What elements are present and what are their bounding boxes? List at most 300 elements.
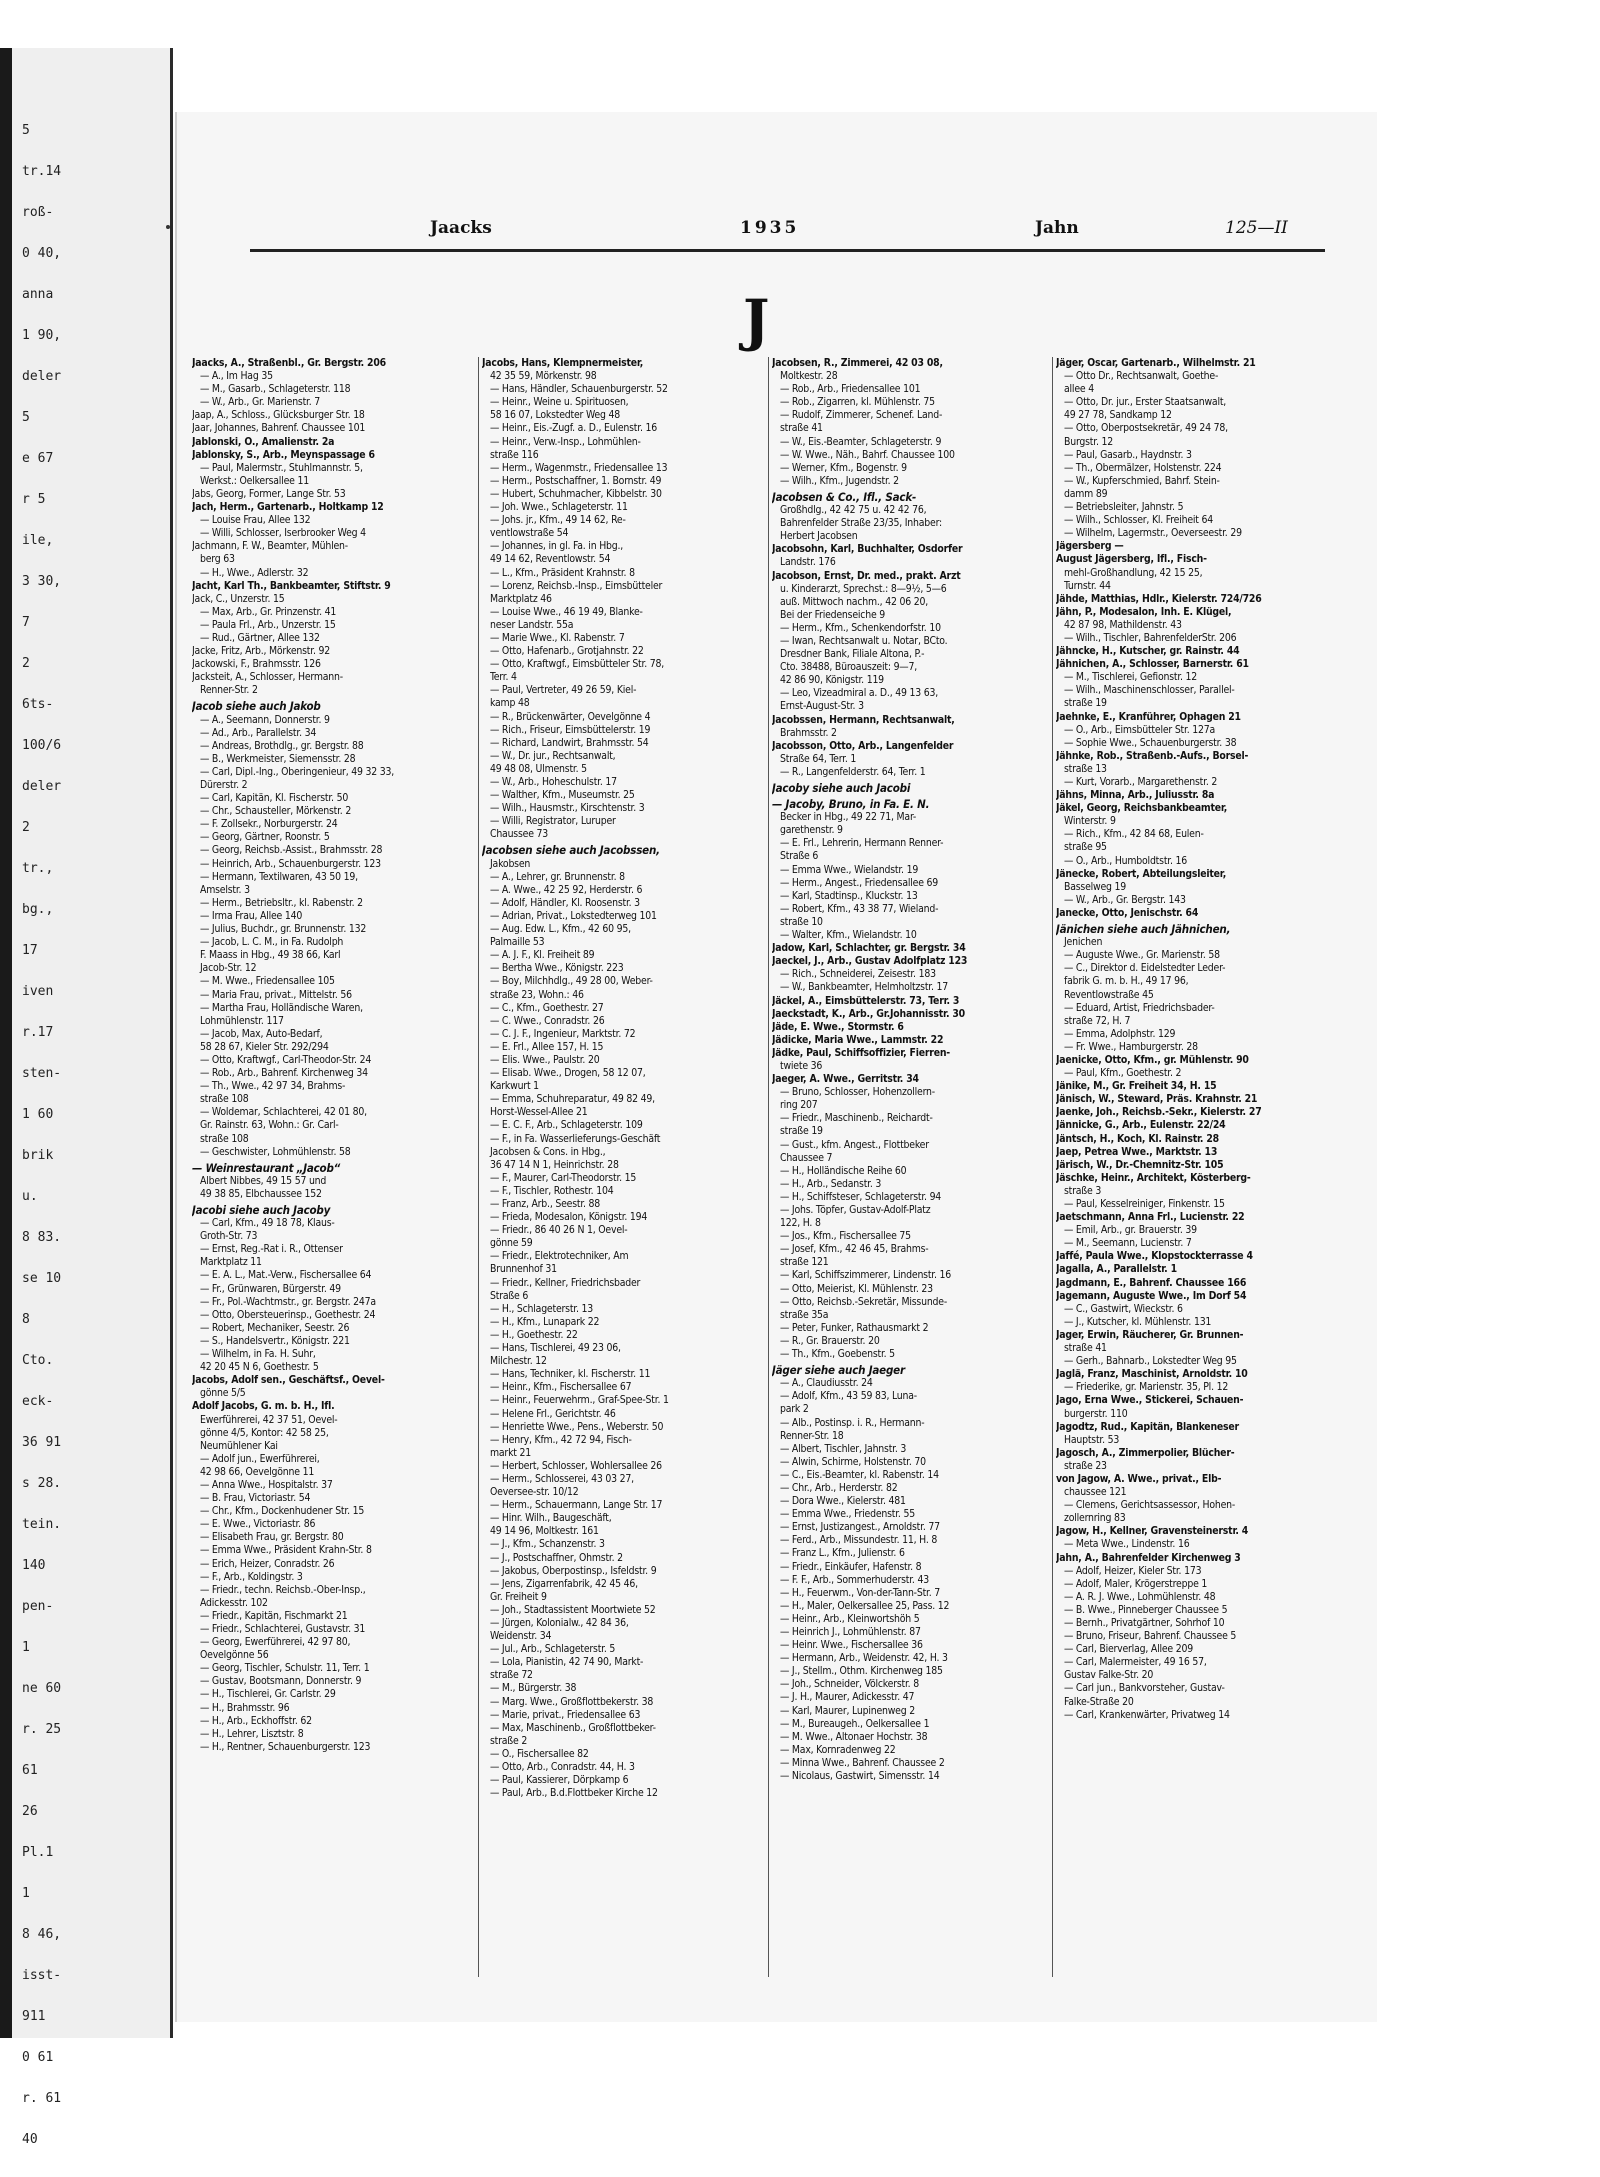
directory-entry: — B. Wwe., Pinneberger Chaussee 5 (1064, 1603, 1228, 1616)
directory-entry: — C., Gastwirt, Wieckstr. 6 (1064, 1302, 1183, 1315)
gutter-fragment: tr., (22, 861, 54, 876)
directory-entry: — Herm., Wagenmstr., Friedensallee 13 (490, 461, 668, 474)
directory-entry: Jaenke, Joh., Reichsb.-Sekr., Kielerstr. 27 (1056, 1106, 1262, 1119)
directory-entry: Jacksteit, A., Schlosser, Hermann- (192, 671, 343, 684)
directory-entry: Palmaille 53 (490, 936, 545, 949)
directory-entry: — H., Arb., Eckhoffstr. 62 (200, 1714, 312, 1727)
directory-entry: — Clemens, Gerichtsassessor, Hohen- (1064, 1499, 1236, 1512)
directory-entry: zollernring 83 (1064, 1512, 1126, 1525)
gutter-fragment: 0 40, (22, 246, 62, 261)
directory-entry: Jakobsen (490, 857, 531, 870)
header-rule (250, 249, 1325, 252)
directory-entry: 49 27 78, Sandkamp 12 (1064, 409, 1172, 422)
directory-entry: Jagalla, A., Parallelstr. 1 (1056, 1263, 1177, 1276)
directory-entry: Hauptstr. 53 (1064, 1433, 1120, 1446)
directory-entry: — H., Feuerwm., Von-der-Tann-Str. 7 (780, 1586, 941, 1599)
directory-entry: — Iwan, Rechtsanwalt u. Notar, BCto. (780, 634, 948, 647)
directory-entry: Straße 6 (490, 1289, 529, 1302)
directory-entry: markt 21 (490, 1446, 532, 1459)
directory-entry: — J., Kfm., Schanzenstr. 3 (490, 1538, 605, 1551)
directory-entry: 58 28 67, Kieler Str. 292/294 (200, 1040, 329, 1053)
directory-entry: — L., Kfm., Präsident Krahnstr. 8 (490, 566, 635, 579)
directory-entry: Jäschke, Heinr., Architekt, Kösterberg- (1056, 1171, 1251, 1184)
directory-entry: mehl-Großhandlung, 42 15 25, (1064, 566, 1203, 579)
directory-entry: straße 35a (780, 1308, 829, 1321)
directory-entry: — Hans, Tischlerei, 49 23 06, (490, 1342, 621, 1355)
page-header (255, 210, 1320, 246)
directory-entry: Jaffé, Paula Wwe., Klopstockterrasse 4 (1056, 1250, 1253, 1263)
gutter-fragment: Pl.1 (22, 1845, 54, 1860)
directory-entry: straße 2 (490, 1734, 528, 1747)
directory-entry: — Emma, Schuhreparatur, 49 82 49, (490, 1093, 655, 1106)
directory-entry: burgerstr. 110 (1064, 1407, 1128, 1420)
directory-entry: — Hinr. Wilh., Baugeschäft, (490, 1512, 612, 1525)
directory-entry: — E. A. L., Mat.-Verw., Fischersallee 64 (200, 1269, 372, 1282)
directory-entry: — W., Kupferschmied, Bahrf. Stein- (1064, 474, 1220, 487)
directory-entry: 42 20 45 N 6, Goethestr. 5 (200, 1361, 319, 1374)
directory-entry: — J., Stellm., Othm. Kirchenweg 185 (780, 1665, 943, 1678)
directory-entry: Marktplatz 46 (490, 592, 552, 605)
directory-entry: — Ad., Arb., Parallelstr. 34 (200, 726, 317, 739)
directory-entry: — M., Tischlerei, Gefionstr. 12 (1064, 671, 1198, 684)
directory-entry: — Th., Kfm., Goebenstr. 5 (780, 1348, 895, 1361)
directory-entry: — Carl, Kapitän, Kl. Fischerstr. 50 (200, 792, 349, 805)
directory-entry: — S., Handelsvertr., Königstr. 221 (200, 1334, 350, 1347)
directory-entry: Brunnenhof 31 (490, 1263, 557, 1276)
directory-entry: — J. H., Maurer, Adickesstr. 47 (780, 1691, 915, 1704)
directory-entry: — W., Arb., Hoheschulstr. 17 (490, 776, 617, 788)
directory-entry: — Fr., Pol.-Wachtmstr., gr. Bergstr. 247a (200, 1295, 376, 1308)
directory-entry: — Chr., Schausteller, Mörkenstr. 2 (200, 805, 352, 818)
directory-entry: — M., Seemann, Lucienstr. 7 (1064, 1237, 1192, 1250)
directory-entry: — Herm., Schlosserei, 43 03 27, (490, 1472, 634, 1485)
directory-entry: — Johs. Töpfer, Gustav-Adolf-Platz (780, 1204, 931, 1216)
gutter-fragment: 1 (22, 1886, 30, 1901)
directory-entry: — H., Schiffsteser, Schlageterstr. 94 (780, 1190, 942, 1203)
directory-entry: — Rob., Arb., Bahrenf. Kirchenweg 34 (200, 1067, 368, 1080)
directory-entry: — Louise Wwe., 46 19 49, Blanke- (490, 605, 643, 618)
directory-entry: berg 63 (200, 553, 235, 566)
directory-entry: neser Landstr. 55a (490, 618, 574, 631)
directory-entry: — Heinr. Wwe., Fischersallee 36 (780, 1639, 923, 1652)
directory-entry: Jachmann, F. W., Beamter, Mühlen- (192, 540, 348, 553)
gutter-fragment: 6ts- (22, 697, 54, 712)
directory-entry: — Erich, Heizer, Conradstr. 26 (200, 1557, 335, 1570)
directory-entry: — Friedr., 86 40 26 N 1, Oevel- (490, 1224, 628, 1237)
column-divider (478, 357, 479, 1977)
directory-entry: — Carl, Malermeister, 49 16 57, (1064, 1656, 1207, 1669)
directory-entry: — B., Werkmeister, Siemensstr. 28 (200, 752, 356, 765)
directory-entry: — H., Maler, Oelkersallee 25, Pass. 12 (780, 1599, 950, 1612)
directory-entry: Janecke, Otto, Jenischstr. 64 (1056, 906, 1199, 919)
directory-entry: Albert Nibbes, 49 15 57 und (200, 1174, 327, 1187)
directory-entry: park 2 (780, 1403, 809, 1416)
directory-entry: — W., Arb., Gr. Bergstr. 143 (1064, 893, 1186, 906)
gutter-fragment: 40 (22, 2132, 38, 2147)
directory-entry: — Chr., Arb., Herderstr. 82 (780, 1481, 898, 1494)
gutter-fragment: 911 (22, 2009, 46, 2024)
directory-entry: Jaetschmann, Anna Frl., Lucienstr. 22 (1056, 1211, 1245, 1224)
directory-entry: — Gustav, Bootsmann, Donnerstr. 9 (200, 1675, 362, 1688)
directory-entry: Jäckel, A., Eimsbüttelerstr. 73, Terr. 3 (772, 994, 960, 1007)
directory-entry: Jähnichen, A., Schlosser, Barnerstr. 61 (1056, 658, 1249, 671)
directory-entry: — C., Direktor d. Eidelstedter Leder- (1064, 962, 1226, 975)
directory-entry: Jacobsson, Otto, Arb., Langenfelder (772, 739, 954, 752)
directory-entry: — Alb., Postinsp. i. R., Hermann- (780, 1416, 925, 1429)
gutter-fragment: pen- (22, 1599, 54, 1614)
directory-entry: twiete 36 (780, 1059, 823, 1072)
directory-entry: — Heinr., Kfm., Fischersallee 67 (490, 1381, 632, 1394)
column-1 (192, 357, 474, 1754)
directory-entry: — Dora Wwe., Kielerstr. 481 (780, 1495, 906, 1508)
gutter-fragment: isst- (22, 1968, 62, 1983)
directory-entry: — Maria Frau, privat., Mittelstr. 56 (200, 988, 352, 1001)
directory-entry: — Julius, Buchdr., gr. Brunnenstr. 132 (200, 923, 367, 936)
directory-entry: Adolf Jacobs, G. m. b. H., Ifl. (192, 1400, 335, 1413)
directory-entry: Cto. 38488, Büroauszeit: 9—7, (780, 661, 917, 674)
directory-entry: 42 87 98, Mathildenstr. 43 (1064, 618, 1182, 631)
directory-entry: — Georg, Reichsb.-Assist., Brahmsstr. 28 (200, 844, 383, 857)
directory-entry: — Marg. Wwe., Großflottbekerstr. 38 (490, 1695, 654, 1708)
section-letter: J (743, 288, 770, 354)
directory-entry: — Marie Wwe., Kl. Rabenstr. 7 (490, 631, 625, 644)
directory-entry: Jackowski, F., Brahmsstr. 126 (192, 658, 321, 671)
directory-entry: Jähnke, Rob., Straßenb.-Aufs., Borsel- (1056, 749, 1249, 762)
directory-entry: — Hans, Techniker, kl. Fischerstr. 11 (490, 1368, 651, 1381)
directory-entry: — Joh., Schneider, Völckerstr. 8 (780, 1678, 919, 1691)
directory-entry: — Woldemar, Schlachterei, 42 01 80, (200, 1106, 367, 1119)
directory-entry: — H., Brahmsstr. 96 (200, 1701, 290, 1714)
directory-entry: Jacobssen, Hermann, Rechtsanwalt, (772, 713, 955, 726)
directory-entry: August Jägersberg, Ifl., Fisch- (1056, 553, 1207, 566)
directory-entry: — Elis. Wwe., Paulstr. 20 (490, 1053, 600, 1066)
directory-entry: Basselweg 19 (1064, 880, 1127, 893)
directory-entry: — Lorenz, Reichsb.-Insp., Eimsbütteler (490, 579, 663, 592)
directory-entry: — Otto, Meierist, Kl. Mühlenstr. 23 (780, 1282, 933, 1295)
directory-entry: — Irma Frau, Allee 140 (200, 909, 303, 922)
directory-entry: — Willi, Registrator, Luruper (490, 815, 616, 828)
directory-entry: 49 38 85, Elbchaussee 152 (200, 1187, 322, 1200)
directory-entry: — Jacob, L. C. M., in Fa. Rudolph (200, 936, 344, 949)
gutter-fragment: iven (22, 984, 54, 999)
directory-entry: — Bruno, Friseur, Bahrenf. Chaussee 5 (1064, 1630, 1237, 1643)
directory-entry: — Franz, Arb., Seestr. 88 (490, 1198, 601, 1210)
directory-entry: 36 47 14 N 1, Heinrichstr. 28 (490, 1158, 619, 1171)
directory-entry: — Jens, Zigarrenfabrik, 42 45 46, (490, 1577, 638, 1590)
directory-entry: von Jagow, A. Wwe., privat., Elb- (1056, 1472, 1222, 1485)
directory-entry: — Otto, Kraftwgf., Eimsbütteler Str. 78, (490, 658, 665, 671)
directory-entry: 122, H. 8 (780, 1217, 821, 1230)
directory-entry: — M., Gasarb., Schlageterstr. 118 (200, 383, 351, 396)
directory-entry: — Friederike, gr. Marienstr. 35, Pl. 12 (1064, 1381, 1229, 1394)
directory-entry: — Sophie Wwe., Schauenburgerstr. 38 (1064, 736, 1237, 749)
directory-entry: — Paula Frl., Arb., Unzerstr. 15 (200, 618, 336, 631)
directory-entry: ring 207 (780, 1099, 818, 1112)
directory-entry: Dürerstr. 2 (200, 779, 248, 791)
directory-entry: — Werner, Kfm., Bogenstr. 9 (780, 461, 907, 474)
directory-entry: — A., Lehrer, gr. Brunnenstr. 8 (490, 870, 625, 883)
directory-entry: Jaeckstadt, K., Arb., Gr.Johannisstr. 30 (772, 1007, 965, 1020)
directory-entry: Jacht, Karl Th., Bankbeamter, Stiftstr. 9 (192, 579, 391, 592)
column-2 (482, 357, 764, 1800)
book-spine-edge (0, 48, 12, 2038)
directory-entry: straße 10 (780, 915, 823, 928)
directory-entry: — Ferd., Arb., Missundestr. 11, H. 8 (780, 1534, 938, 1547)
directory-entry: — Rudolf, Zimmerer, Schenef. Land- (780, 409, 943, 422)
directory-entry: — Otto, Arb., Conradstr. 44, H. 3 (490, 1761, 635, 1774)
directory-entry: Neumühlener Kai (200, 1439, 278, 1452)
directory-entry: damm 89 (1064, 487, 1108, 500)
directory-entry: 42 35 59, Mörkenstr. 98 (490, 370, 597, 383)
previous-page-fragments (22, 110, 162, 2160)
directory-entry: — Martha Frau, Holländische Waren, (200, 1001, 363, 1014)
directory-entry: Jänike, M., Gr. Freiheit 34, H. 15 (1056, 1080, 1217, 1093)
directory-entry: — Rich., Schneiderei, Zeisestr. 183 (780, 968, 936, 981)
directory-entry: — Friedr., Maschinenb., Reichardt- (780, 1112, 933, 1125)
directory-entry: straße 19 (780, 1125, 823, 1138)
directory-entry: — C., Eis.-Beamter, kl. Rabenstr. 14 (780, 1468, 939, 1481)
directory-entry: — Friedr., Einkäufer, Hafenstr. 8 (780, 1560, 922, 1573)
directory-entry: — Carl, Dipl.-Ing., Oberingenieur, 49 32 33, (200, 765, 395, 778)
gutter-fragment: r.17 (22, 1025, 54, 1040)
directory-entry: — Nicolaus, Gastwirt, Simensstr. 14 (780, 1770, 940, 1783)
directory-entry: straße 116 (490, 448, 539, 461)
directory-entry: — Emma, Adolphstr. 129 (1064, 1027, 1176, 1040)
directory-entry: — R., Langenfelderstr. 64, Terr. 1 (780, 765, 926, 778)
directory-entry: — Th., Wwe., 42 97 34, Brahms- (200, 1080, 346, 1093)
gutter-fragment: roß- (22, 205, 54, 220)
directory-entry: — Otto, Oberpostsekretär, 49 24 78, (1064, 422, 1228, 435)
directory-entry: — Bruno, Schlosser, Hohenzollern- (780, 1086, 935, 1099)
directory-entry: — Max, Maschinenb., Großflottbeker- (490, 1721, 656, 1734)
directory-entry: — W., Eis.-Beamter, Schlageterstr. 9 (780, 435, 942, 448)
directory-entry: — M., Bürgerstr. 38 (490, 1682, 577, 1695)
directory-entry: — W. Wwe., Näh., Bahrf. Chaussee 100 (780, 448, 955, 461)
directory-entry: Jacobsen & Co., Ifl., Sack- (772, 490, 917, 504)
directory-entry: — Franz L., Kfm., Julienstr. 6 (780, 1547, 905, 1560)
directory-entry: Jagemann, Auguste Wwe., Im Dorf 54 (1056, 1289, 1247, 1302)
directory-entry: Jacobs, Hans, Klempnermeister, (482, 357, 644, 369)
directory-entry: — F. Zollsekr., Norburgerstr. 24 (200, 818, 338, 831)
directory-entry: — Rich., Friseur, Eimsbüttelerstr. 19 (490, 723, 651, 736)
directory-entry: — Johs. jr., Kfm., 49 14 62, Re- (490, 514, 626, 527)
directory-entry: allee 4 (1064, 383, 1094, 396)
gutter-fragment: 1 60 (22, 1107, 54, 1122)
directory-entry: Terr. 4 (490, 671, 517, 684)
column-divider (768, 357, 769, 1977)
directory-entry: — Max, Kornradenweg 22 (780, 1743, 896, 1756)
directory-entry: 42 98 66, Oevelgönne 11 (200, 1465, 315, 1478)
directory-entry: Jager, Erwin, Räucherer, Gr. Brunnen- (1056, 1328, 1244, 1341)
directory-entry: — Carl jun., Bankvorsteher, Gustav- (1064, 1682, 1225, 1695)
directory-entry: — Willi, Schlosser, Iserbrooker Weg 4 (200, 527, 366, 540)
directory-entry: — Friedr., Elektrotechniker, Am (490, 1250, 629, 1263)
directory-entry: straße 108 (200, 1132, 249, 1145)
directory-entry: — Wilh., Tischler, BahrenfelderStr. 206 (1064, 631, 1237, 644)
directory-entry: Jagodtz, Rud., Kapitän, Blankeneser (1056, 1420, 1239, 1433)
directory-entry: gönne 4/5, Kontor: 42 58 25, (200, 1426, 329, 1439)
directory-entry: — A. J. F., Kl. Freiheit 89 (490, 949, 595, 962)
gutter-fragment: 26 (22, 1804, 38, 1819)
directory-entry: Dresdner Bank, Filiale Altona, P.- (780, 648, 925, 661)
directory-entry: — Peter, Funker, Rathausmarkt 2 (780, 1321, 929, 1334)
directory-entry: Jaap, A., Schloss., Glücksburger Str. 18 (192, 409, 365, 422)
directory-entry: — O., Fischersallee 82 (490, 1747, 589, 1760)
directory-entry: — Herbert, Schlosser, Wohlersallee 26 (490, 1459, 662, 1472)
directory-entry: straße 23 (1064, 1459, 1107, 1472)
directory-entry: — H., Lehrer, Lisztstr. 8 (200, 1727, 304, 1740)
directory-entry: Jacobson, Ernst, Dr. med., prakt. Arzt (772, 569, 961, 582)
gutter-fragment: 5 (22, 410, 30, 425)
directory-entry: — Leo, Vizeadmiral a. D., 49 13 63, (780, 687, 939, 700)
directory-entry: — H., Tischlerei, Gr. Carlstr. 29 (200, 1688, 336, 1701)
directory-entry: — Th., Obermälzer, Holstenstr. 224 (1064, 461, 1222, 474)
directory-entry: — Bertha Wwe., Königstr. 223 (490, 962, 624, 975)
directory-entry: — A., Im Hag 35 (200, 370, 273, 383)
directory-entry: fabrik G. m. b. H., 49 17 96, (1064, 975, 1189, 988)
directory-entry: — Rich., Kfm., 42 84 68, Eulen- (1064, 828, 1204, 841)
directory-entry: — H., Rentner, Schauenburgerstr. 123 (200, 1740, 371, 1753)
directory-entry: — Otto, Obersteuerinsp., Goethestr. 24 (200, 1308, 376, 1321)
directory-entry: Weidenstr. 34 (490, 1630, 552, 1643)
directory-entry: — Ernst, Justizangest., Arnoldstr. 77 (780, 1521, 940, 1534)
directory-entry: — Alwin, Schirme, Holstenstr. 70 (780, 1455, 926, 1468)
directory-entry: — Georg, Tischler, Schulstr. 11, Terr. 1 (200, 1662, 370, 1675)
directory-entry: — Ernst, Reg.-Rat i. R., Ottenser (200, 1243, 343, 1256)
directory-entry: straße 108 (200, 1093, 249, 1106)
directory-entry: Reventlowstraße 45 (1064, 988, 1154, 1001)
directory-entry: — Henry, Kfm., 42 72 94, Fisch- (490, 1433, 632, 1446)
gutter-fragment: brik (22, 1148, 54, 1163)
directory-entry: — Heinr., Arb., Kleinwortshöh 5 (780, 1612, 920, 1625)
directory-entry: — M. Wwe., Friedensallee 105 (200, 975, 335, 988)
directory-entry: — Heinr., Verw.-Insp., Lohmühlen- (490, 435, 641, 448)
directory-entry: — Paul, Arb., B.d.Flottbeker Kirche 12 (490, 1787, 658, 1800)
directory-entry: Falke-Straße 20 (1064, 1695, 1134, 1708)
gutter-fragment: 100/6 (22, 738, 62, 753)
directory-entry: — Weinrestaurant „Jacob“ (192, 1161, 341, 1175)
directory-entry: — Emma Wwe., Wielandstr. 19 (780, 863, 919, 876)
directory-entry: Ewerführerei, 42 37 51, Oevel- (200, 1413, 338, 1426)
directory-entry: — Adolf jun., Ewerführerei, (200, 1452, 320, 1465)
gutter-fragment: anna (22, 287, 54, 302)
directory-entry: — A., Seemann, Donnerstr. 9 (200, 713, 330, 726)
directory-entry: — Elisabeth Frau, gr. Bergstr. 80 (200, 1531, 344, 1544)
directory-entry: — Emil, Arb., gr. Brauerstr. 39 (1064, 1224, 1197, 1237)
column-divider (1052, 357, 1053, 1977)
directory-entry: — Louise Frau, Allee 132 (200, 514, 311, 527)
gutter-fragment: 0 61 (22, 2050, 54, 2065)
directory-entry: Jaacks, A., Straßenbl., Gr. Bergstr. 206 (192, 357, 386, 369)
directory-entry: — Marie, privat., Friedensallee 63 (490, 1708, 641, 1721)
gutter-fragment: ile, (22, 533, 54, 548)
directory-entry: — Richard, Landwirt, Brahmsstr. 54 (490, 736, 649, 749)
directory-entry: — Johannes, in gl. Fa. in Hbg., (490, 540, 624, 553)
directory-entry: — E. Frl., Lehrerin, Hermann Renner- (780, 837, 944, 850)
directory-entry: — Jürgen, Kolonialw., 42 84 36, (490, 1617, 629, 1629)
directory-entry: — Paul, Kesselreiniger, Finkenstr. 15 (1064, 1198, 1225, 1210)
directory-entry: — Heinrich, Arb., Schauenburgerstr. 123 (200, 857, 381, 870)
directory-entry: Milchestr. 12 (490, 1355, 547, 1368)
directory-entry: — F., Tischler, Rothestr. 104 (490, 1184, 614, 1197)
directory-entry: straße 3 (1064, 1184, 1102, 1197)
directory-entry: kamp 48 (490, 697, 530, 710)
directory-entry: Jännicke, G., Arb., Eulenstr. 22/24 (1056, 1119, 1226, 1132)
gutter-fragment: Cto. (22, 1353, 54, 1368)
gutter-fragment: 5 (22, 123, 30, 138)
directory-entry: — Fr., Grünwaren, Bürgerstr. 49 (200, 1282, 341, 1295)
directory-entry: — Aug. Edw. L., Kfm., 42 60 95, (490, 923, 631, 936)
directory-entry: Jach, Herm., Gartenarb., Holtkamp 12 (192, 501, 384, 514)
directory-entry: Jäde, E. Wwe., Stormstr. 6 (772, 1020, 904, 1033)
gutter-fragment: deler (22, 369, 62, 384)
gutter-fragment: 3 30, (22, 574, 62, 589)
gutter-fragment: e 67 (22, 451, 54, 466)
directory-entry: Moltkestr. 28 (780, 370, 838, 383)
directory-entry: — Hubert, Schuhmacher, Kibbelstr. 30 (490, 487, 662, 500)
directory-entry: Winterstr. 9 (1064, 815, 1116, 828)
directory-entry: — Herm., Kfm., Schenkendorfstr. 10 (780, 621, 941, 634)
directory-entry: — E. C. F., Arb., Schlageterstr. 109 (490, 1119, 643, 1132)
directory-entry: — M., Bureaugeh., Oelkersallee 1 (780, 1717, 930, 1730)
directory-entry: 58 16 07, Lokstedter Weg 48 (490, 409, 620, 422)
directory-entry: — Gust., kfm. Angest., Flottbeker (780, 1138, 929, 1151)
directory-entry: — Adolf, Händler, Kl. Roosenstr. 3 (490, 896, 640, 909)
gutter-fragment: tein. (22, 1517, 62, 1532)
directory-entry: Jabs, Georg, Former, Lange Str. 53 (192, 487, 346, 500)
directory-entry: Bahrenfelder Straße 23/35, Inhaber: (780, 517, 942, 530)
directory-entry: — Elisab. Wwe., Drogen, 58 12 07, (490, 1067, 646, 1080)
directory-entry: — Rob., Arb., Friedensallee 101 (780, 383, 921, 396)
directory-entry: — Helene Frl., Gerichtstr. 46 (490, 1407, 616, 1420)
directory-entry: — Robert, Kfm., 43 38 77, Wieland- (780, 902, 939, 915)
directory-entry: Marktplatz 11 (200, 1256, 262, 1269)
directory-entry: Jaar, Johannes, Bahrenf. Chaussee 101 (192, 422, 366, 435)
directory-entry: gönne 5/5 (200, 1387, 246, 1400)
directory-entry: — Jakobus, Oberpostinsp., Isfeldstr. 9 (490, 1564, 657, 1577)
directory-entry: — Jul., Arb., Schlageterstr. 5 (490, 1643, 616, 1656)
directory-entry: — Fr. Wwe., Hamburgerstr. 28 (1064, 1040, 1198, 1053)
directory-entry: — Heinr., Weine u. Spirituosen, (490, 396, 629, 409)
gutter-fragment: r 5 (22, 492, 46, 507)
directory-entry: Bei der Friedenseiche 9 (780, 608, 886, 621)
directory-entry: — B. Frau, Victoriastr. 54 (200, 1492, 311, 1505)
gutter-fragment: sten- (22, 1066, 62, 1081)
directory-entry: — Herm., Schauermann, Lange Str. 17 (490, 1499, 663, 1512)
directory-entry: — Karl, Maurer, Lupinenweg 2 (780, 1704, 915, 1717)
directory-entry: — Frieda, Modesalon, Königstr. 194 (490, 1211, 648, 1224)
directory-entry: — Hermann, Arb., Weidenstr. 42, H. 3 (780, 1652, 948, 1665)
directory-entry: Jacobsen siehe auch Jacobssen, (482, 844, 660, 858)
directory-entry: Jaenicke, Otto, Kfm., gr. Mühlenstr. 90 (1056, 1053, 1249, 1066)
gutter-fragment: 17 (22, 943, 38, 958)
directory-entry: Straße 64, Terr. 1 (780, 752, 857, 765)
directory-entry: Turnstr. 44 (1064, 579, 1111, 592)
directory-entry: Becker in Hbg., 49 22 71, Mar- (780, 811, 917, 824)
directory-entry: straße 72, H. 7 (1064, 1014, 1131, 1027)
directory-entry: — C., Kfm., Goethestr. 27 (490, 1001, 604, 1014)
directory-entry: — Karl, Stadtinsp., Kluckstr. 13 (780, 889, 918, 902)
directory-entry: — H., Goethestr. 22 (490, 1328, 578, 1341)
directory-entry: straße 121 (780, 1256, 829, 1269)
directory-entry: — Hermann, Textilwaren, 43 50 19, (200, 870, 358, 883)
directory-entry: Landstr. 176 (780, 556, 836, 569)
gutter-fragment: bg., (22, 902, 54, 917)
directory-entry: Jaeckel, J., Arb., Gustav Adolfplatz 123 (772, 955, 968, 968)
directory-entry: — Wilhelm, Lagermstr., Oeverseestr. 29 (1064, 527, 1242, 540)
directory-entry: Gustav Falke-Str. 20 (1064, 1669, 1154, 1682)
directory-entry: — C. J. F., Ingenieur, Marktstr. 72 (490, 1027, 636, 1040)
